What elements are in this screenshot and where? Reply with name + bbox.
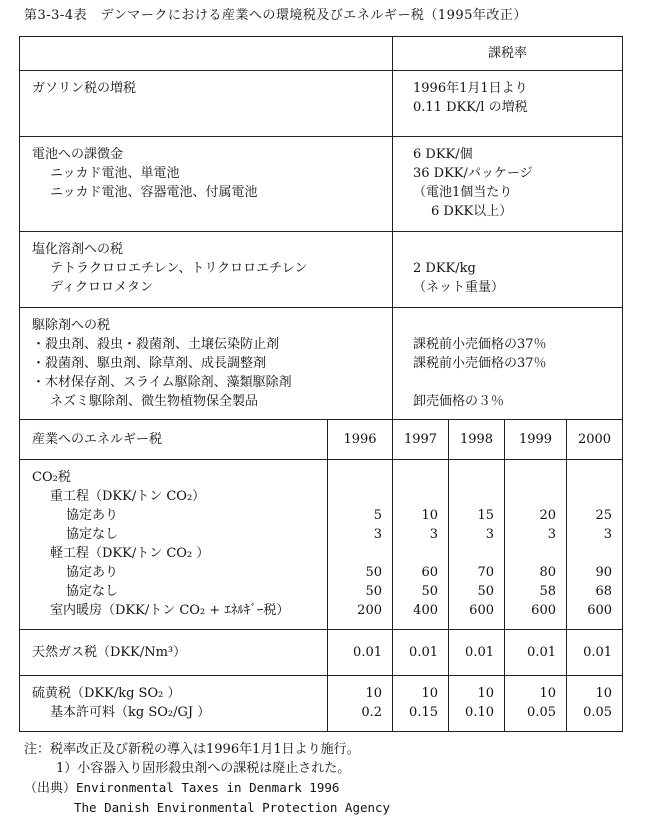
sulfur-value: 10 <box>365 686 382 701</box>
gasoline-row <box>20 71 623 137</box>
co2-1999-cell <box>505 460 567 630</box>
battery-rate-line: 6 DKK以上） <box>431 204 513 219</box>
source-line <box>24 778 624 798</box>
sulfur-1999-cell <box>505 676 567 732</box>
pesticide-item: ・殺虫剤、殺虫・殺菌剤、土壌伝染防止剤 <box>32 337 280 352</box>
co2-value: 80 <box>539 565 556 580</box>
sulfur-sub-value: 0.10 <box>465 705 494 720</box>
gas-value: 0.01 <box>567 630 623 676</box>
year-1999: 1999 <box>505 420 567 460</box>
co2-value: 400 <box>413 603 438 618</box>
co2-heating-label: 室内暖房（DKK/トン CO₂ + ｴﾈﾙｷﾞｰ税） <box>50 603 290 618</box>
co2-value: 50 <box>421 584 438 599</box>
co2-value: 3 <box>429 527 438 542</box>
gas-value: 0.01 <box>505 630 567 676</box>
sulfur-1997-cell <box>393 676 449 732</box>
sulfur-sub-value: 0.2 <box>361 705 382 720</box>
solvent-rate-line: 2 DKK/kg <box>413 261 476 276</box>
co2-value: 90 <box>595 565 613 580</box>
solvent-item: ディクロロメタン <box>50 280 153 295</box>
pesticide-rate-cell <box>393 308 623 420</box>
pesticide-item: ・木材保存剤、スライム駆除剤、藻類駆除剤 <box>32 375 292 390</box>
co2-value: 68 <box>595 584 613 599</box>
gasoline-label: ガソリン税の増税 <box>32 81 137 96</box>
battery-item: ニッカド電池、単電池 <box>50 166 180 181</box>
tax-table <box>19 36 623 732</box>
gasoline-cell <box>20 71 393 137</box>
battery-cell <box>20 137 393 232</box>
sulfur-value: 10 <box>421 686 438 701</box>
co2-1998-cell <box>449 460 505 630</box>
battery-item: ニッカド電池、容器電池、付属電池 <box>50 185 258 200</box>
gas-row <box>20 630 623 676</box>
year-1996: 1996 <box>328 420 393 460</box>
gas-label: 天然ガス税（DKK/Nm³） <box>20 630 328 676</box>
note-line: 1）小容器入り固形殺虫剤への課税は廃止された。 <box>56 761 351 776</box>
sulfur-sub-value: 0.05 <box>527 705 556 720</box>
co2-value: 600 <box>531 603 556 618</box>
gasoline-rate-cell <box>393 71 623 137</box>
battery-rate-line: 6 DKK/個 <box>413 147 473 162</box>
pesticide-rate-line: 課税前小売価格の37％ <box>413 356 547 371</box>
sulfur-1996-cell <box>328 676 393 732</box>
header-blank-cell <box>20 37 393 71</box>
solvent-cell <box>20 232 393 308</box>
battery-label: 電池への課徴金 <box>32 147 124 162</box>
co2-value: 15 <box>477 508 494 523</box>
year-2000: 2000 <box>567 420 623 460</box>
co2-value: 50 <box>365 584 382 599</box>
solvent-item: テトラクロロエチレン、トリクロロエチレン <box>50 261 308 276</box>
co2-heavy-agree-no: 協定なし <box>66 527 119 542</box>
pesticide-label: 駆除剤への税 <box>32 318 111 333</box>
sulfur-value: 10 <box>477 686 494 701</box>
solvent-rate-line: （ネット重量） <box>413 280 505 295</box>
gasoline-rate-line: 0.11 DKK/l の増税 <box>413 100 528 115</box>
sulfur-sub-label: 基本許可料（kg SO₂/GJ ） <box>50 705 211 720</box>
energy-header-row <box>20 420 623 460</box>
co2-value: 3 <box>603 527 613 542</box>
co2-cell <box>20 460 328 630</box>
note-line: 注：税率改正及び新税の導入は1996年1月1日より施行。 <box>24 742 360 757</box>
solvent-rate-cell <box>393 232 623 308</box>
sulfur-sub-value: 0.05 <box>583 705 613 720</box>
gas-value: 0.01 <box>393 630 449 676</box>
source-title: Environmental Taxes in Denmark 1996 <box>76 780 340 795</box>
sulfur-value: 10 <box>595 686 613 701</box>
co2-value: 5 <box>373 508 382 523</box>
notes <box>24 740 624 817</box>
sulfur-value: 10 <box>539 686 556 701</box>
battery-rate-cell <box>393 137 623 232</box>
co2-2000-cell <box>567 460 623 630</box>
sulfur-row <box>20 676 623 732</box>
source-publisher: The Danish Environmental Protection Agency <box>74 800 391 815</box>
pesticide-item: ・殺菌剤、駆虫剤、除草剤、成長調整剤 <box>32 356 267 371</box>
co2-value: 3 <box>547 527 556 542</box>
co2-value: 60 <box>421 565 438 580</box>
co2-value: 58 <box>539 584 556 599</box>
sulfur-1998-cell <box>449 676 505 732</box>
table-title: 第3-3-4表 デンマークにおける産業への環境税及びエネルギー税（1995年改正） <box>24 8 527 23</box>
co2-value: 3 <box>485 527 494 542</box>
co2-value: 50 <box>477 584 494 599</box>
pesticide-row <box>20 308 623 420</box>
gas-value: 0.01 <box>328 630 393 676</box>
co2-label: CO₂税 <box>32 470 71 485</box>
co2-light-agree-no: 協定なし <box>66 584 119 599</box>
gas-value: 0.01 <box>449 630 505 676</box>
co2-1996-cell <box>328 460 393 630</box>
year-1997: 1997 <box>393 420 449 460</box>
co2-light-label: 軽工程（DKK/トン CO₂ ） <box>50 546 210 561</box>
solvent-label: 塩化溶剤への税 <box>32 242 124 257</box>
energy-label: 産業へのエネルギー税 <box>20 420 328 460</box>
sulfur-sub-value: 0.15 <box>409 705 438 720</box>
sulfur-label: 硫黄税（DKK/kg SO₂ ） <box>32 686 181 701</box>
year-1998: 1998 <box>449 420 505 460</box>
co2-heavy-agree-yes: 協定あり <box>66 508 119 523</box>
co2-value: 25 <box>595 508 613 523</box>
co2-light-agree-yes: 協定あり <box>66 565 119 580</box>
co2-value: 20 <box>539 508 556 523</box>
co2-value: 600 <box>469 603 494 618</box>
pesticide-rate-line: 卸売価格の３％ <box>413 394 505 409</box>
pesticide-cell <box>20 308 393 420</box>
battery-row <box>20 137 623 232</box>
pesticide-rate-line: 課税前小売価格の37％ <box>413 337 547 352</box>
co2-value: 50 <box>365 565 382 580</box>
header-row <box>20 37 623 71</box>
solvent-row <box>20 232 623 308</box>
gasoline-rate-line: 1996年1月1日より <box>413 81 528 96</box>
co2-value: 200 <box>357 603 382 618</box>
co2-row <box>20 460 623 630</box>
co2-value: 3 <box>373 527 382 542</box>
sulfur-cell <box>20 676 328 732</box>
rate-header: 課税率 <box>393 37 623 71</box>
source-label: （出典） <box>24 781 77 796</box>
co2-heavy-label: 重工程（DKK/トン CO₂） <box>50 489 206 504</box>
battery-rate-line: （電池1個当たり <box>413 185 513 200</box>
pesticide-item: ネズミ駆除剤、微生物植物保全製品 <box>50 394 259 409</box>
co2-value: 600 <box>587 603 613 618</box>
co2-value: 10 <box>421 508 438 523</box>
sulfur-2000-cell <box>567 676 623 732</box>
co2-value: 70 <box>477 565 494 580</box>
battery-rate-line: 36 DKK/パッケージ <box>413 166 533 181</box>
co2-1997-cell <box>393 460 449 630</box>
